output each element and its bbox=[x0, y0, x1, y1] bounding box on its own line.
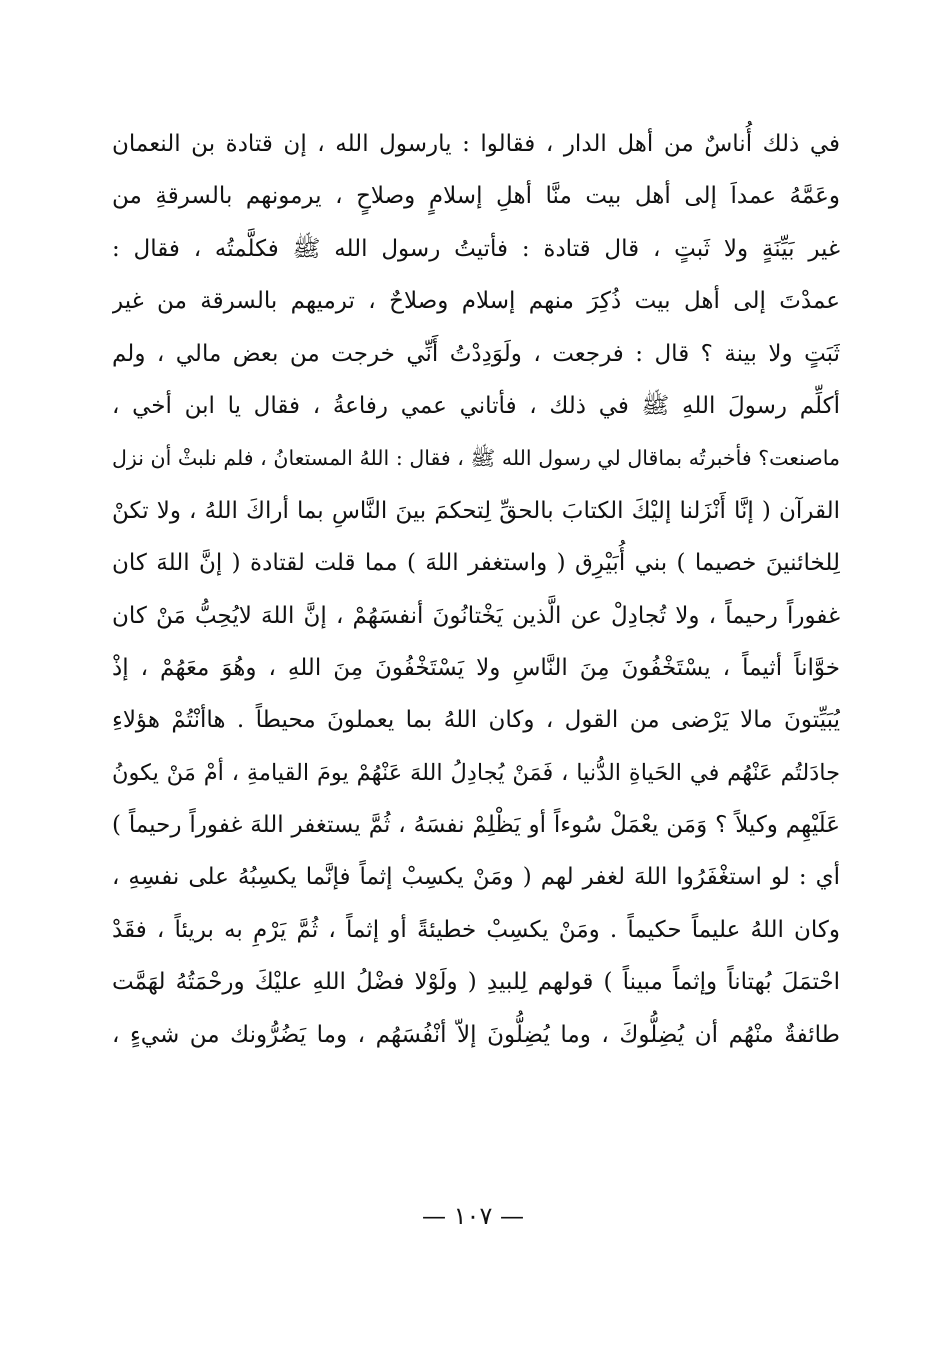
text-line: لِلخائنينَ خصيما ) بني أُبَيْرِق ( واستغفر اللهَ ) مما قلت لقتادة ( إنَّ اللهَ كان bbox=[112, 550, 840, 577]
text-line: أكلِّم رسولَ اللهِ ﷺ في ذلك ، فأتاني عمي رفاعةُ ، فقال يا ابن أخي ، bbox=[112, 392, 840, 419]
text-line: أي : لو استغْفَرُوا اللهَ لغفر لهم ( ومَنْ يكسِبْ إثماً فإنَّما يكسِبُهُ على نفسِهِ ، bbox=[112, 864, 840, 891]
text-line: غير بَيِّنَةٍ ولا ثَبتٍ ، قال قتادة : فأتيتُ رسول الله ﷺ فكلَّمتُه ، فقال : bbox=[112, 235, 840, 262]
text-line: ثَبَتٍ ولا بينة ؟ قال : فرجعت ، ولَوَدِدْتُ أَنِّي خرجت من بعض مالي ، ولم bbox=[112, 340, 840, 367]
text-line: ماصنعت؟ فأخبرتُه بماقال لي رسول الله ﷺ ، فقال : اللهُ المستعانُ ، فلم نلبثْ أن نزل bbox=[112, 446, 840, 471]
text-line: خوَّاناً أثيماً ، يسْتَخْفُونَ مِنَ النَّاسِ ولا يَسْتَخْفُونَ مِنَ اللهِ ، وهُوَ معَهُمْ ، إذْ bbox=[112, 654, 840, 681]
page-number: — ١٠٧ — bbox=[422, 1202, 524, 1230]
text-line: احْتمَلَ بُهتاناً وإثماً مبيناً ) قولهم لِلبيدِ ( ولَوْلا فضْلُ اللهِ عليْكَ ورحْمَتُهُ لهَمَّت bbox=[112, 969, 840, 996]
text-line: القرآن ( إنَّا أَنْزَلنا إليْكَ الكتابَ بالحقِّ لِتحكمَ بينَ النَّاسِ بما أراكَ اللهُ ، ولا تكنْ bbox=[112, 497, 840, 524]
text-line: في ذلك أُناسٌ من أهل الدار ، فقالوا : يارسول الله ، إن قتادة بن النعمان bbox=[112, 131, 840, 157]
text-line: غفوراً رحيماً ، ولا تُجادِلْ عن الَّذين يَخْتانُونَ أنفسَهُمْ ، إنَّ اللهَ لايُحِبُّ مَنْ كان bbox=[112, 602, 840, 629]
text-line: وكان اللهُ عليماً حكيماً . ومَنْ يكسِبْ خطيئةً أو إثماً ، ثُمَّ يَرْمِ به بريئاً ، فقَدْ bbox=[112, 916, 840, 943]
body-text bbox=[112, 118, 840, 1061]
text-line: عَلَيْهِم وكيلاً ؟ وَمَن يعْمَلْ سُوءاً أو يَظْلِمْ نفسَهُ ، ثُمَّ يستغفر اللهَ غفوراً رحيماً ) bbox=[112, 812, 840, 839]
text-line: يُبَيِّتونَ مالا يَرْضى من القول ، وكان اللهُ بما يعملونَ محيطاً . هاأنْتُمْ هؤلاءِ bbox=[112, 707, 840, 734]
text-line: جادَلتُم عَنْهُم في الحَياةِ الدُّنيا ، فَمَنْ يُجادِلُ اللهَ عَنْهُمْ يومَ القيامةِ ، أمْ مَنْ يكونُ bbox=[112, 759, 840, 786]
text-line: طائفةٌ منْهُم أن يُضِلُّوكَ ، وما يُضِلُّونَ إلاّ أنْفُسَهُم ، وما يَضُرُّونك من شيءٍ ، bbox=[112, 1021, 840, 1048]
text-line: وعَمَّهُ عمداَ إلى أهل بيت منَّا أهلِ إسلامٍ وصلاحٍ ، يرمونهم بالسرقةِ من bbox=[112, 183, 840, 210]
text-line: عمدْتَ إلى أهل بيت ذُكِرَ منهم إسلام وصلاحٌ ، ترميهم بالسرقة من غير bbox=[112, 288, 840, 315]
